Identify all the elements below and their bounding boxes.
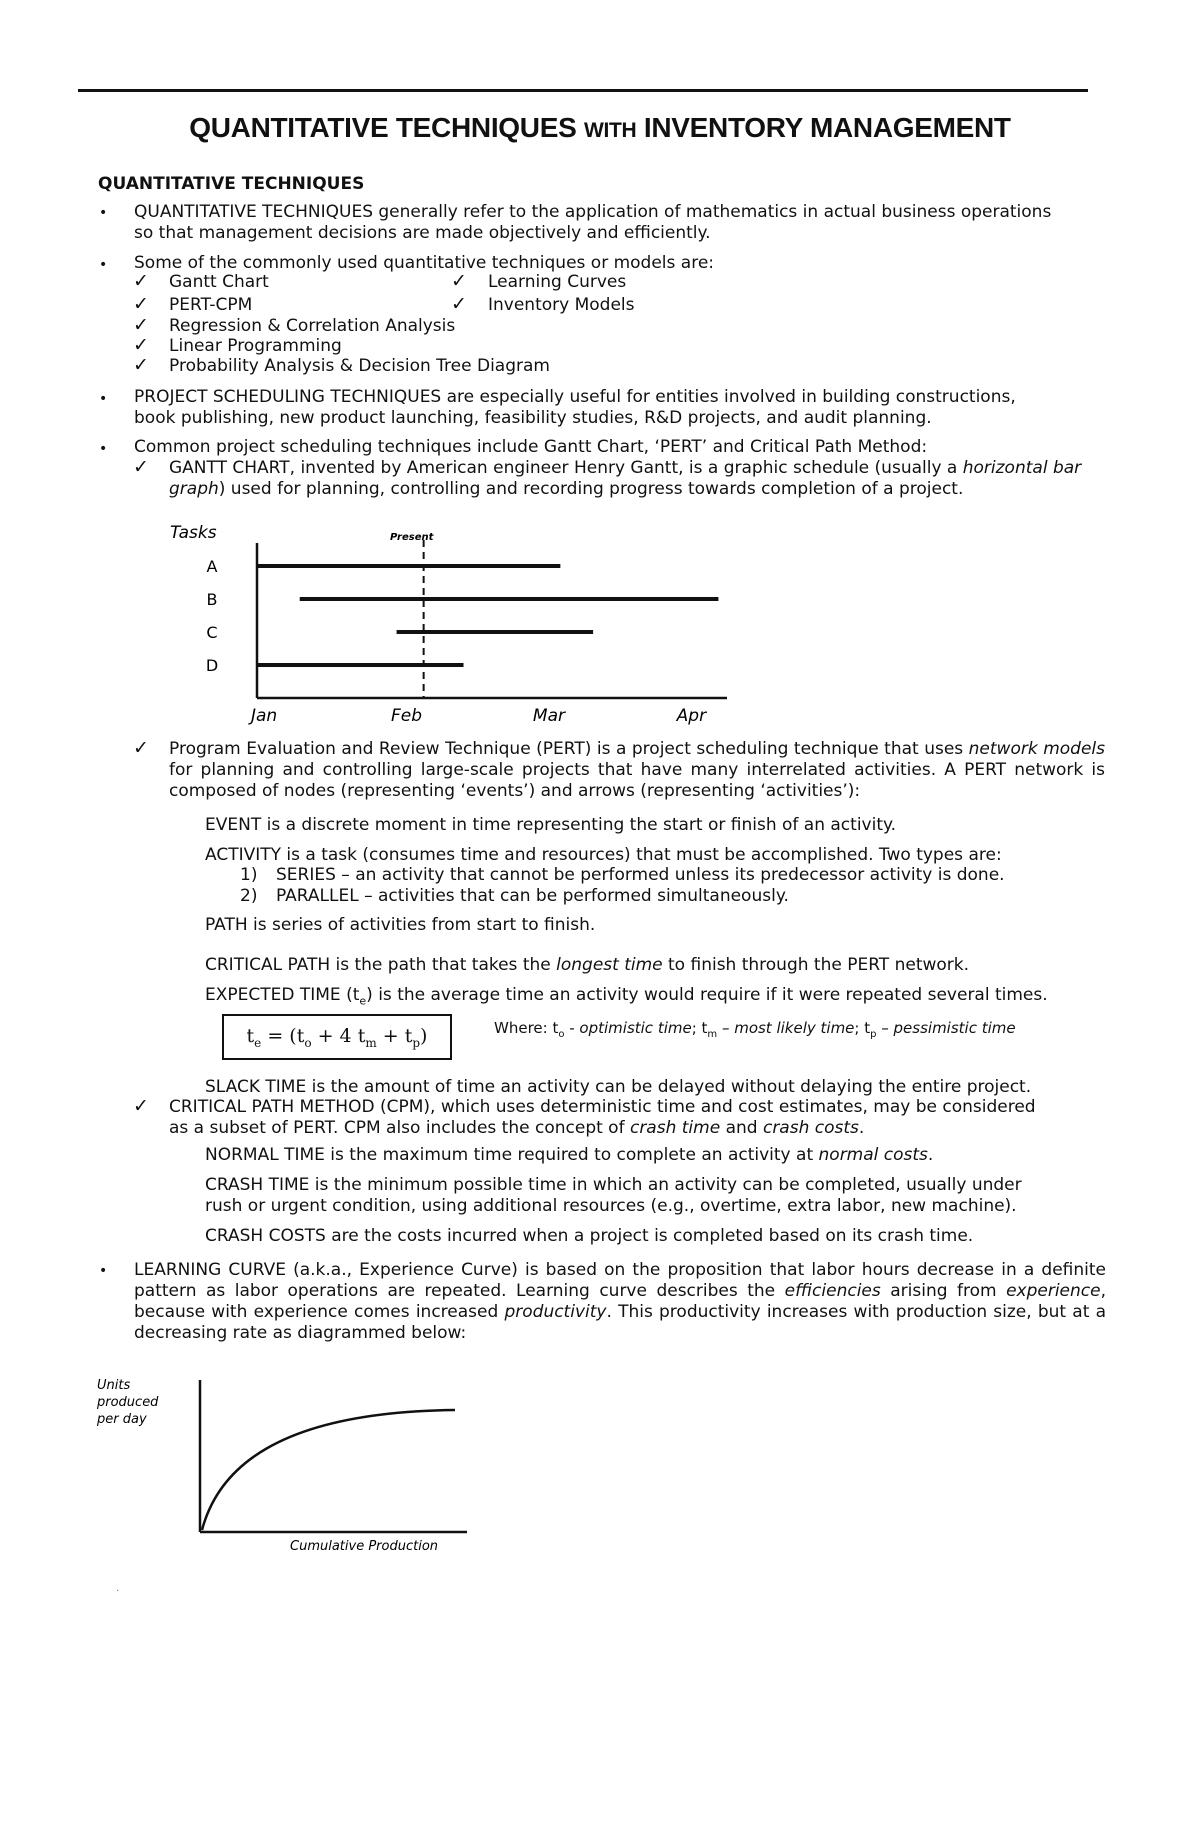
technique-item: Linear Programming [169, 336, 342, 356]
gantt-task-label: B [206, 590, 218, 609]
footer-dot: . [116, 1583, 120, 1594]
learning-x-label: Cumulative Production [290, 1539, 439, 1554]
learning-curve-line [202, 1410, 455, 1530]
learning-y-label: Units [97, 1378, 131, 1393]
present-label: Present [390, 532, 434, 543]
techniques-lead: Some of the commonly used quantitative techniques or models are: [134, 253, 715, 273]
gantt-month-label: Feb [391, 706, 423, 726]
intro-line-2: so that management decisions are made objectively and efficiently. [134, 223, 711, 243]
bullet: • [99, 441, 108, 457]
expected-time-definition: EXPECTED TIME $(t_e)$ is the average time an activity would require if it were repeated several times. [205, 985, 1048, 1008]
activity-definition: ACTIVITY is a task (consumes time and resources) that must be accomplished. Two types are: [205, 845, 1002, 865]
gantt-description: GANTT CHART, invented by American engineer Henry Gantt, is a graphic schedule (usually a horizontal bar graph) used for planning, controlling and recording progress towards completion of a project. [169, 458, 1082, 499]
technique-item: Learning Curves [488, 272, 627, 292]
crash-time-line-1: CRASH TIME is the minimum possible time in which an activity can be completed, usually under [205, 1175, 1022, 1195]
bullet: • [99, 1263, 108, 1279]
bullet: • [99, 205, 108, 221]
check-icon: ✓ [133, 293, 149, 315]
page-title: QUANTITATIVE TECHNIQUES WITH INVENTORY MANAGEMENT [189, 112, 1011, 143]
check-icon: ✓ [133, 354, 149, 376]
technique-item: Regression & Correlation Analysis [169, 316, 456, 336]
common-techniques: Common project scheduling techniques include Gantt Chart, ‘PERT’ and Critical Path Method: [134, 437, 928, 457]
series-definition: SERIES – an activity that cannot be performed unless its predecessor activity is done. [276, 865, 1005, 885]
learning-curve-description: LEARNING CURVE (a.k.a., Experience Curve) is based on the proposition that labor hours decrease in a definite pattern as labor operations are repeated. Learning curve describes the efficiencies arising from experience, because with experience comes increased productivity. This productivity increases with production size, but at a decreasing rate as diagrammed below: [134, 1260, 1106, 1343]
pert-description: Program Evaluation and Review Technique (PERT) is a project scheduling technique that uses network models for planning and controlling large-scale projects that have many interrelated activities. A PERT network is composed of nodes (representing ‘events’) and arrows (representing ‘activities’): [169, 739, 1105, 801]
check-icon: ✓ [451, 293, 467, 315]
check-icon: ✓ [133, 456, 149, 478]
intro-line-1: QUANTITATIVE TECHNIQUES generally refer to the application of mathematics in actual business operations [134, 202, 1052, 222]
check-icon: ✓ [133, 314, 149, 336]
event-definition: EVENT is a discrete moment in time representing the start or finish of an activity. [205, 815, 897, 835]
formula: $t_e = (t_o + 4$ $t_m + t_p$) [246, 1024, 428, 1050]
formula-legend: Where: $t_o$ - optimistic time; $t_m$ – most likely time; $t_p$ – pessimistic time [494, 1019, 1016, 1040]
path-definition: PATH is series of activities from start to finish. [205, 915, 596, 935]
check-icon: ✓ [133, 1095, 149, 1117]
gantt-task-label: C [206, 623, 218, 642]
critical-path-definition: CRITICAL PATH is the path that takes the longest time to finish through the PERT network. [205, 955, 970, 975]
gantt-y-label: Tasks [170, 523, 217, 543]
learning-y-label: produced [97, 1395, 159, 1410]
technique-item: Inventory Models [488, 295, 635, 315]
check-icon: ✓ [451, 270, 467, 292]
cpm-line-1: CRITICAL PATH METHOD (CPM), which uses deterministic time and cost estimates, may be considered [169, 1097, 1036, 1117]
gantt-task-label: A [206, 557, 218, 576]
gantt-month-label: Mar [532, 706, 566, 726]
technique-item: Gantt Chart [169, 272, 269, 292]
check-icon: ✓ [133, 270, 149, 292]
crash-time-line-2: rush or urgent condition, using additional resources (e.g., overtime, extra labor, new machine). [205, 1196, 1017, 1216]
series-number: 1) [240, 865, 258, 885]
slack-definition: SLACK TIME is the amount of time an activity can be delayed without delaying the entire project. [205, 1077, 1032, 1097]
technique-item: Probability Analysis & Decision Tree Diagram [169, 356, 550, 376]
bullet: • [99, 391, 108, 407]
project-scheduling-line-2: book publishing, new product launching, feasibility studies, R&D projects, and audit planning. [134, 408, 932, 428]
gantt-task-label: D [205, 656, 219, 675]
normal-time-definition: NORMAL TIME is the maximum time required to complete an activity at normal costs. [205, 1145, 934, 1165]
technique-item: PERT-CPM [169, 295, 253, 315]
project-scheduling-line-1: PROJECT SCHEDULING TECHNIQUES are especially useful for entities involved in building constructions, [134, 387, 1016, 407]
section-heading: QUANTITATIVE TECHNIQUES [98, 174, 365, 194]
parallel-number: 2) [240, 886, 258, 906]
gantt-month-label: Jan [251, 706, 278, 726]
learning-y-label: per day [97, 1412, 147, 1427]
gantt-month-label: Apr [676, 706, 707, 726]
crash-costs-definition: CRASH COSTS are the costs incurred when a project is completed based on its crash time. [205, 1226, 974, 1246]
bullet: • [99, 257, 108, 273]
cpm-line-2: as a subset of PERT. CPM also includes the concept of crash time and crash costs. [169, 1118, 865, 1138]
check-icon: ✓ [133, 737, 149, 759]
check-icon: ✓ [133, 334, 149, 356]
parallel-definition: PARALLEL – activities that can be performed simultaneously. [276, 886, 789, 906]
